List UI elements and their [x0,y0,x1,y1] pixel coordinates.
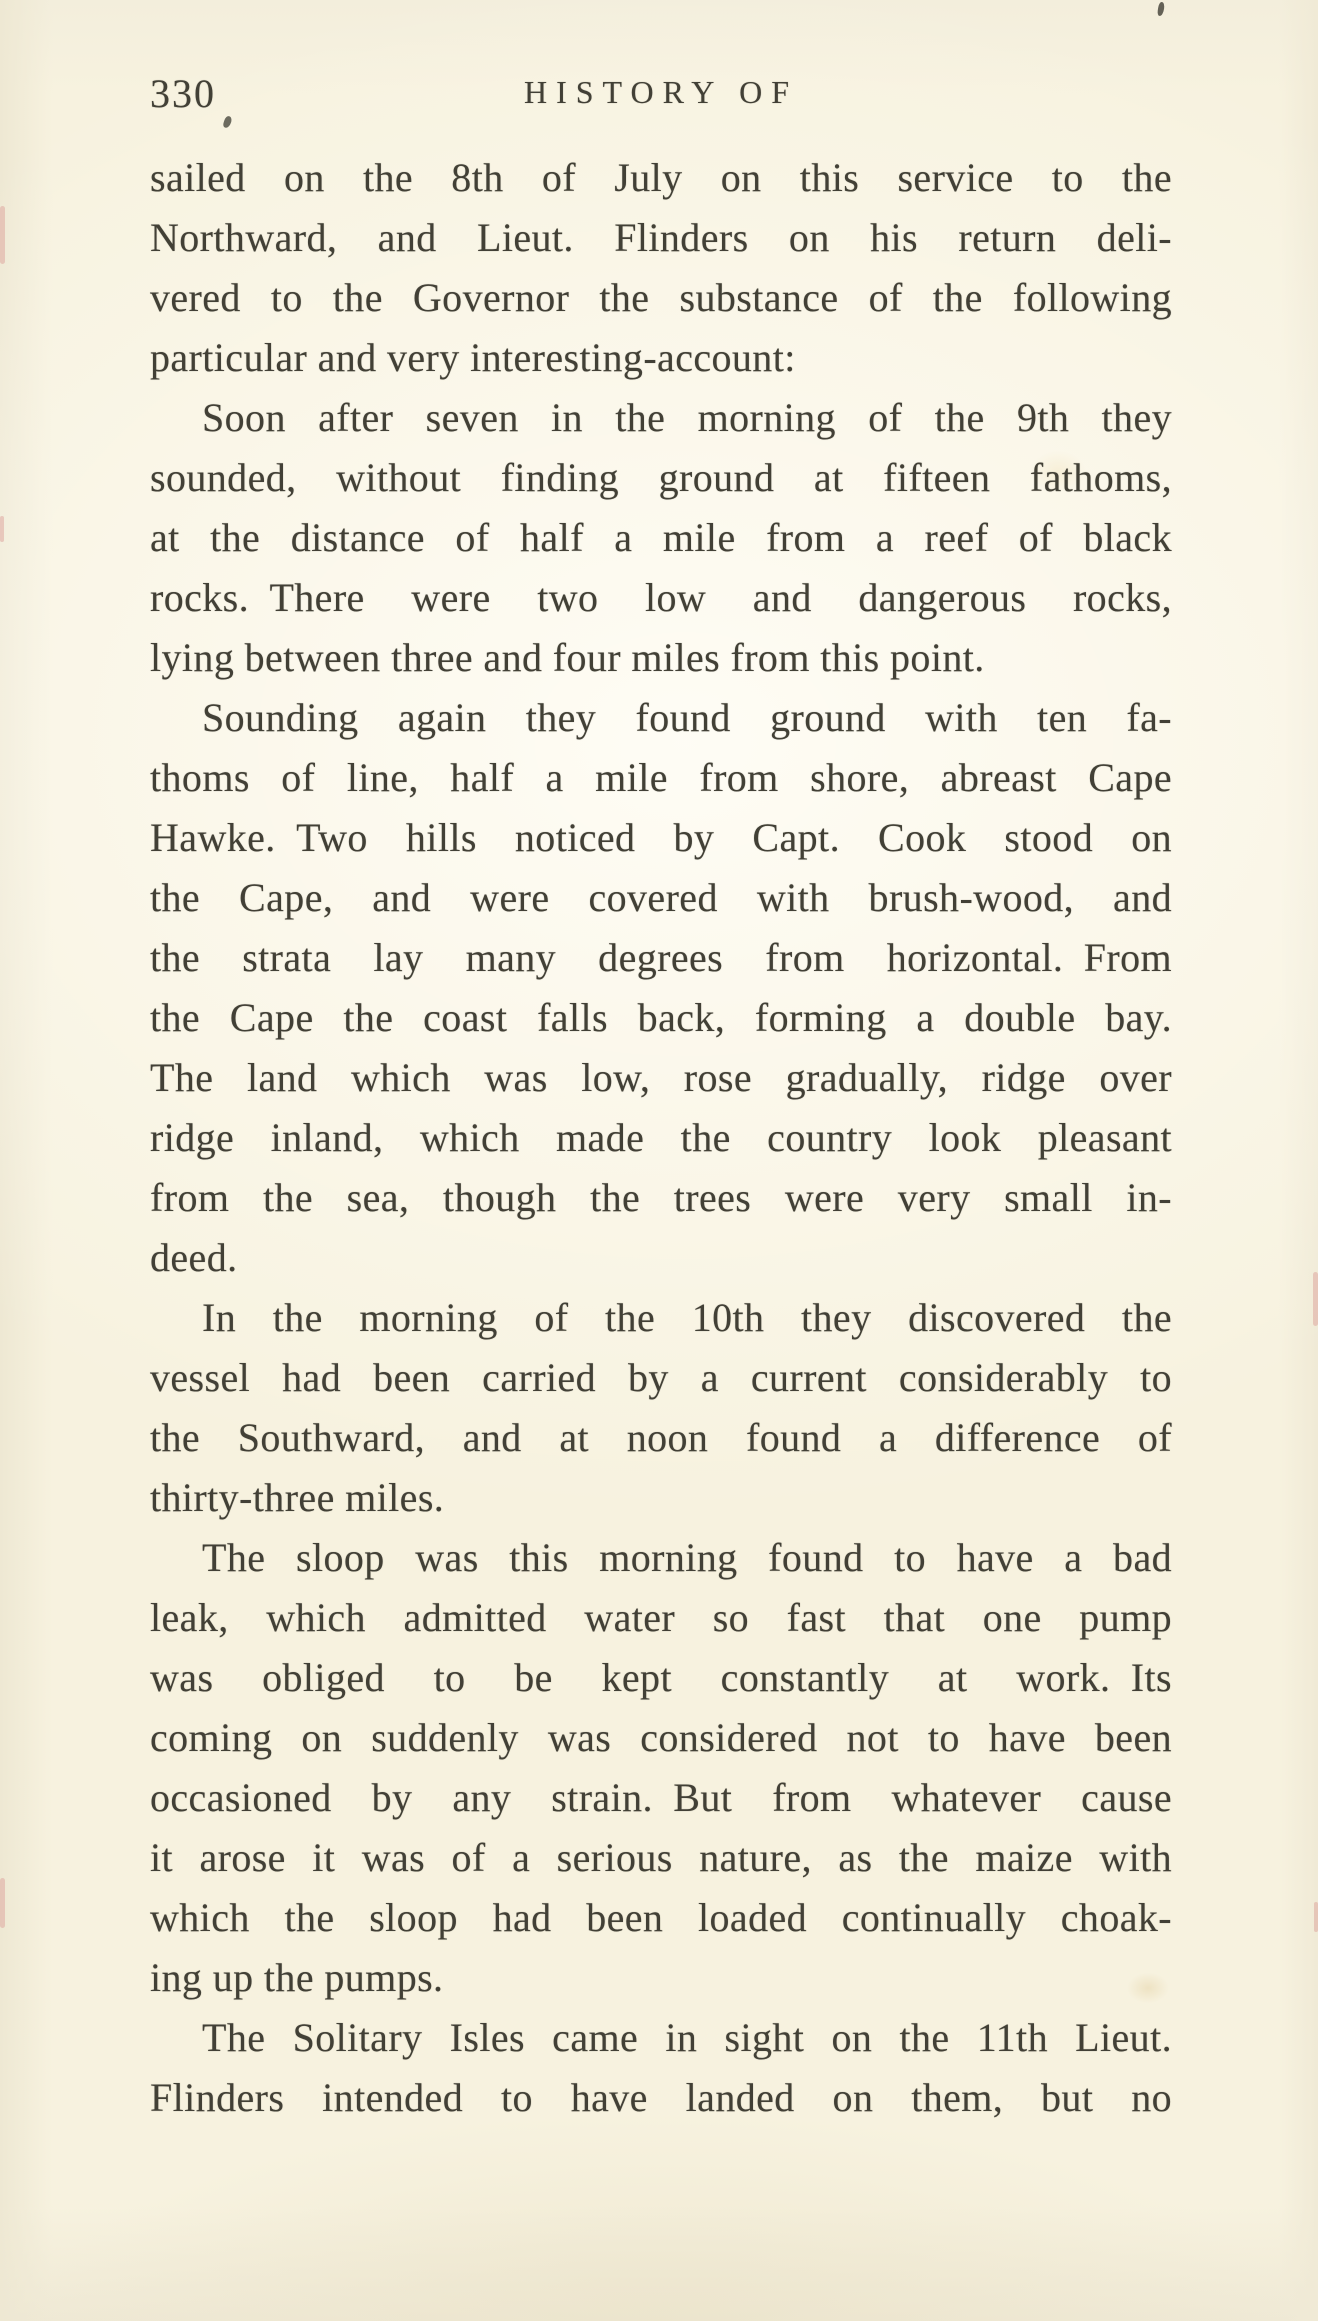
text-line: at the distance of half a mile from a reef of black [150,515,1172,560]
text-line: particular and very interesting-account: [150,335,796,380]
scan-edge-artifact [0,516,4,542]
text-line: Northward, and Lieut. Flinders on his return deli- [150,215,1172,260]
text-line: The sloop was this morning found to have a bad [202,1535,1172,1580]
text-line: Soon after seven in the morning of the 9th they [202,395,1172,440]
text-line: which the sloop had been loaded continually choak- [150,1895,1172,1940]
text-line: lying between three and four miles from this point. [150,635,985,680]
text-line: sounded, without finding ground at fifteen fathoms, [150,455,1172,500]
text-column [150,148,1172,2128]
text-line: it arose it was of a serious nature, as the maize with [150,1835,1172,1880]
scan-edge-artifact [0,206,5,264]
page-number: 330 [150,71,216,116]
text-line: Sounding again they found ground with ten fa- [202,695,1172,740]
text-line: the Cape the coast falls back, forming a double bay. [150,995,1172,1040]
text-line: deed. [150,1235,238,1280]
text-line: vessel had been carried by a current considerably to [150,1355,1172,1400]
text-line: thoms of line, half a mile from shore, abreast Cape [150,755,1172,800]
text-line: ing up the pumps. [150,1955,444,2000]
text-line: the strata lay many degrees from horizontal. From [150,935,1172,980]
text-line: leak, which admitted water so fast that one pump [150,1595,1172,1640]
scan-edge-artifact [1314,1902,1318,1932]
ink-speck [1157,2,1165,17]
text-line: sailed on the 8th of July on this service to the [150,155,1172,200]
text-line: The land which was low, rose gradually, ridge over [150,1055,1172,1100]
text-line: from the sea, though the trees were very small in- [150,1175,1172,1220]
text-line: vered to the Governor the substance of the following [150,275,1172,320]
text-line: was obliged to be kept constantly at work. Its [150,1655,1172,1700]
ink-speck [222,115,232,129]
page-header [150,64,1172,114]
scan-edge-artifact [1313,1272,1318,1326]
text-line: coming on suddenly was considered not to have been [150,1715,1172,1760]
text-line: rocks. There were two low and dangerous rocks, [150,575,1172,620]
text-line: ridge inland, which made the country look pleasant [150,1115,1172,1160]
running-title: HISTORY OF [523,74,799,110]
text-line: thirty-three miles. [150,1475,445,1520]
text-line: the Southward, and at noon found a difference of [150,1415,1172,1460]
text-line: Hawke. Two hills noticed by Capt. Cook stood on [150,815,1172,860]
scan-edge-artifact [0,1878,5,1928]
text-line: the Cape, and were covered with brush-wood, and [150,875,1172,920]
text-line: The Solitary Isles came in sight on the 11th Lieut. [202,2015,1172,2060]
text-line: In the morning of the 10th they discovered the [202,1295,1172,1340]
text-line: Flinders intended to have landed on them, but no [150,2075,1172,2120]
text-line: occasioned by any strain. But from whatever cause [150,1775,1172,1820]
